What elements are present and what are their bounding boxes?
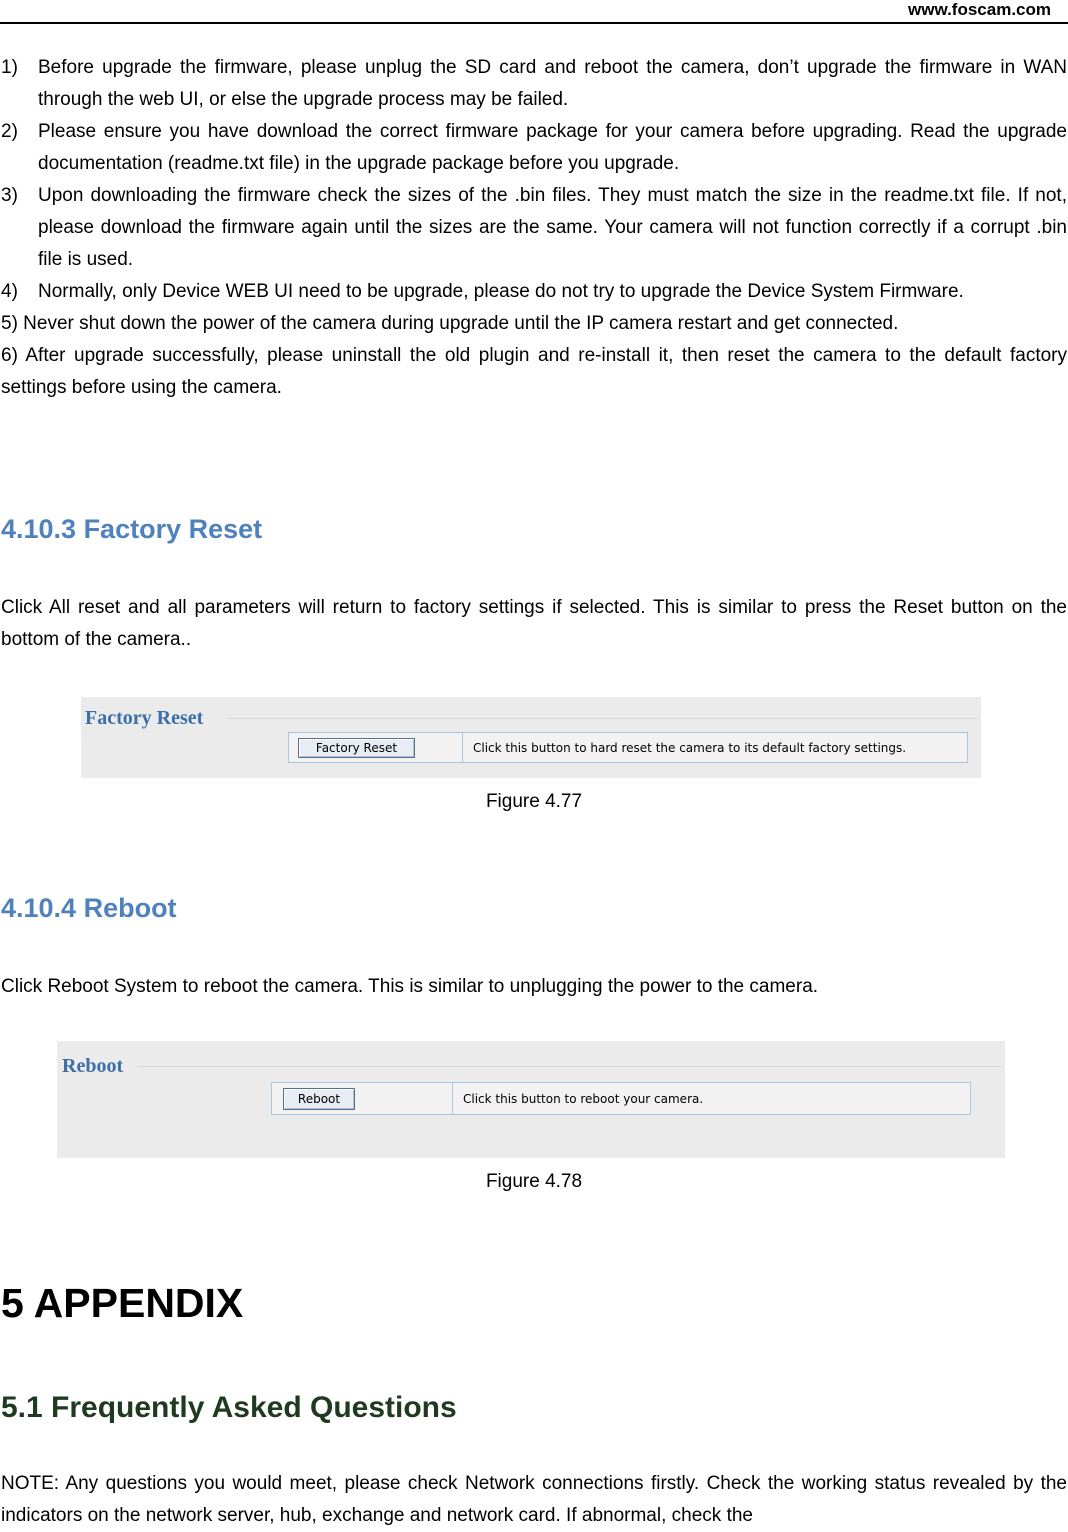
faq-note: NOTE: Any questions you would meet, please check Network connections firstly. Check the working status revealed by the indicators on the network server, hub, exchange and network card. If abnormal, check the xyxy=(1,1473,1067,1526)
list-item-number: 2) xyxy=(1,121,18,142)
appendix-heading: 5 APPENDIX xyxy=(1,1280,244,1326)
factory-reset-panel-title: Factory Reset xyxy=(85,707,204,729)
note-6: 6) After upgrade successfully, please uninstall the old plugin and re-install it, then reset the camera to the default factory settings before using the camera. xyxy=(1,345,1067,398)
reboot-row xyxy=(271,1082,971,1115)
list-item-text: Normally, only Device WEB UI need to be upgrade, please do not try to upgrade the Device System Firmware. xyxy=(38,281,964,302)
panel-title-rule xyxy=(227,718,977,719)
figure-caption: Figure 4.77 xyxy=(485,791,583,812)
reboot-button-cell xyxy=(272,1083,453,1114)
factory-reset-button[interactable]: Factory Reset xyxy=(298,738,415,758)
factory-reset-heading: 4.10.3 Factory Reset xyxy=(1,514,263,544)
list-item xyxy=(1,52,1067,116)
reboot-body: Click Reboot System to reboot the camera. This is similar to unplugging the power to the camera. xyxy=(1,976,819,997)
list-item xyxy=(1,276,1067,308)
reboot-description: Click this button to reboot your camera. xyxy=(463,1091,704,1106)
reboot-panel-title: Reboot xyxy=(62,1055,124,1077)
list-item-number: 1) xyxy=(1,57,18,78)
list-item xyxy=(1,180,1067,276)
header-url: www.foscam.com xyxy=(908,0,1051,19)
reboot-button[interactable]: Reboot xyxy=(283,1088,355,1110)
factory-reset-row xyxy=(288,732,968,763)
panel-title-rule xyxy=(137,1066,1001,1067)
factory-reset-description: Click this button to hard reset the camera to its default factory settings. xyxy=(473,740,907,755)
list-item-text: Upon downloading the firmware check the sizes of the .bin files. They must match the size in the readme.txt file. If not, please download the firmware again until the sizes are the same. Your camera will not function correctly if a corrupt .bin file is used. xyxy=(38,185,1067,270)
factory-reset-panel xyxy=(81,697,981,778)
upgrade-notes-list xyxy=(1,52,1067,404)
reboot-panel xyxy=(57,1041,1005,1158)
list-item-number: 3) xyxy=(1,185,18,206)
header-rule xyxy=(0,22,1068,24)
list-item-text: Please ensure you have download the correct firmware package for your camera before upgrading. Read the upgrade documentation (readme.txt file) in the upgrade package before you upgrade. xyxy=(38,121,1067,174)
factory-reset-button-cell xyxy=(289,733,463,762)
reboot-heading: 4.10.4 Reboot xyxy=(1,893,177,923)
list-item-number: 4) xyxy=(1,281,18,302)
faq-heading: 5.1 Frequently Asked Questions xyxy=(1,1391,457,1424)
list-item xyxy=(1,116,1067,180)
figure-caption: Figure 4.78 xyxy=(485,1171,583,1192)
list-item-text: Before upgrade the firmware, please unplug the SD card and reboot the camera, don’t upgrade the firmware in WAN through the web UI, or else the upgrade process may be failed. xyxy=(38,57,1067,110)
note-5: 5) Never shut down the power of the camera during upgrade until the IP camera restart and get connected. xyxy=(1,313,899,334)
factory-reset-body: Click All reset and all parameters will return to factory settings if selected. This is similar to press the Reset button on the bottom of the camera.. xyxy=(1,597,1067,650)
